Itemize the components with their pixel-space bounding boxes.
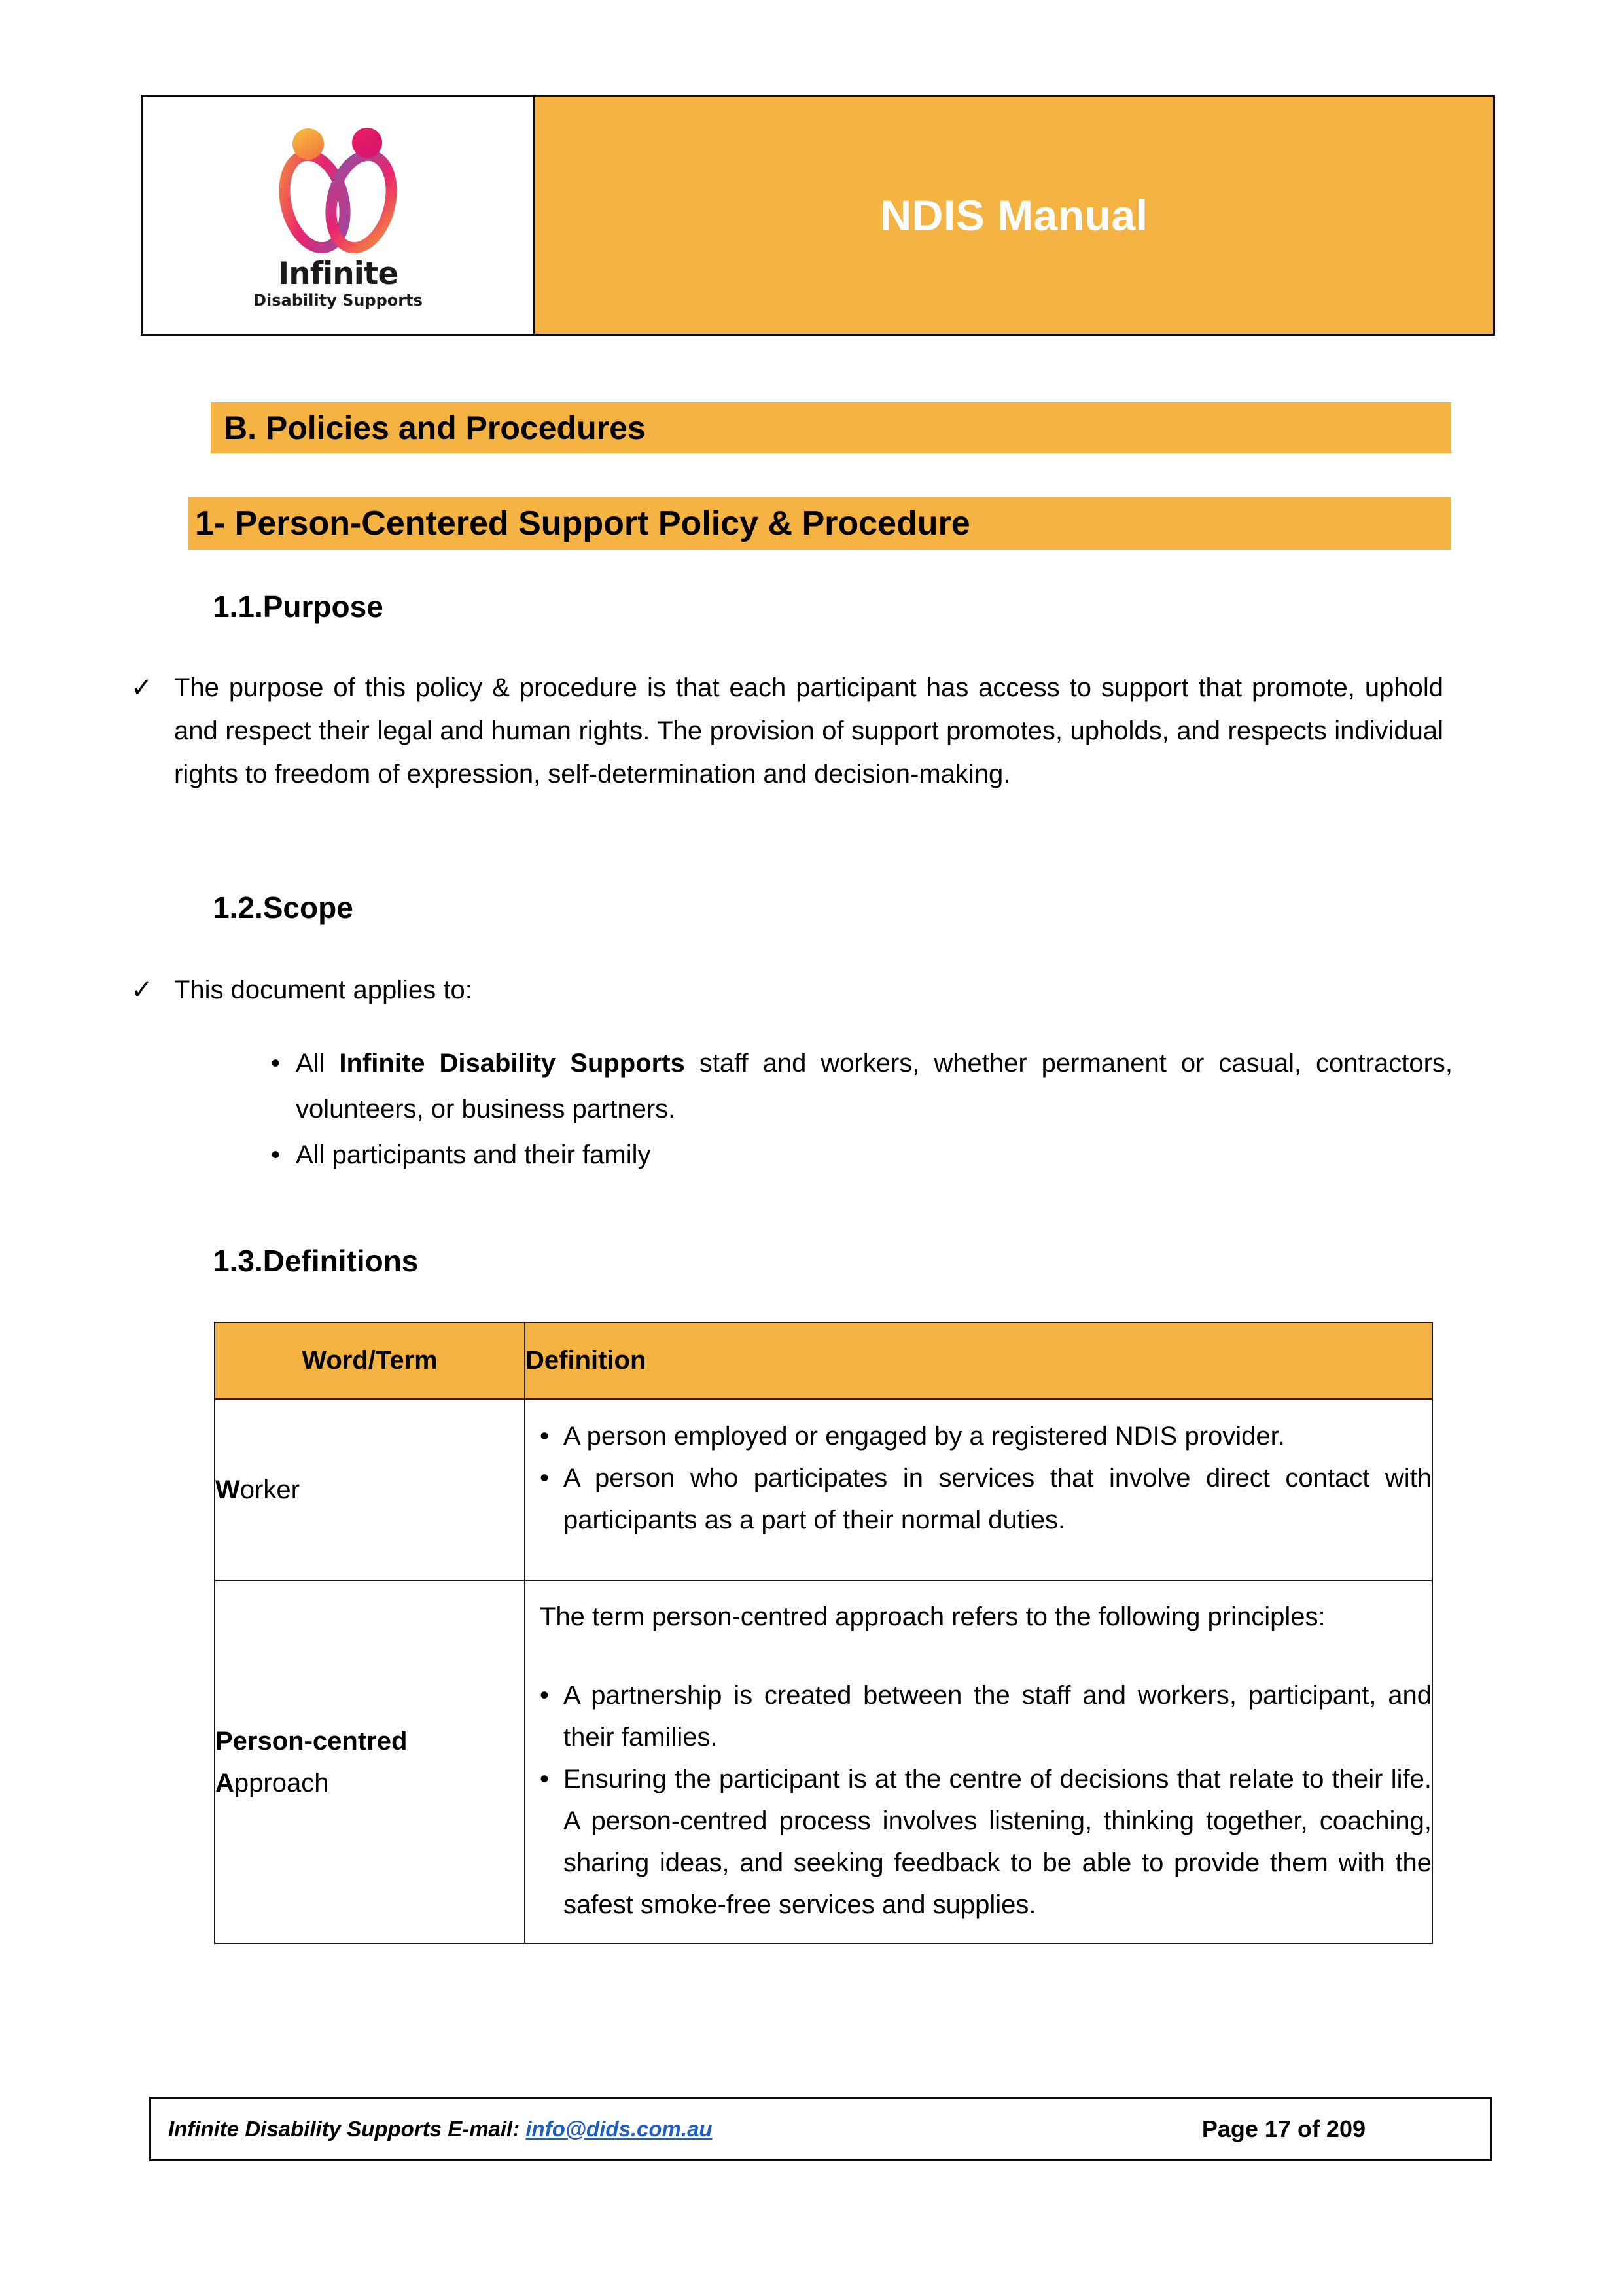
scope-item-text: All participants and their family xyxy=(296,1140,651,1169)
bullet-icon: • xyxy=(270,1049,280,1078)
subheading-purpose xyxy=(213,589,383,624)
definition-bullet-text: A partnership is created between the staff and workers, participant, and their families. xyxy=(563,1681,1432,1752)
table-body xyxy=(215,1399,1432,1943)
column-header-word-term: Word/Term xyxy=(215,1322,525,1399)
table-header xyxy=(215,1322,1432,1399)
document-footer xyxy=(149,2097,1492,2161)
document-title: NDIS Manual xyxy=(880,191,1148,239)
term-initial-bold: W xyxy=(215,1475,240,1504)
subheading-definitions-title: Definitions xyxy=(262,1244,419,1278)
company-logo xyxy=(253,117,423,313)
table-row xyxy=(215,1399,1432,1581)
list-item xyxy=(255,1040,1453,1132)
check-icon: ✓ xyxy=(131,673,153,702)
policy-heading-bar xyxy=(188,497,1451,550)
subheading-scope-number: 1.2. xyxy=(213,891,263,925)
list-item xyxy=(525,1674,1432,1758)
term-initial-bold: A xyxy=(215,1769,234,1797)
definition-cell-worker xyxy=(525,1399,1432,1581)
scope-intro xyxy=(131,968,1453,1012)
bullet-icon: • xyxy=(539,1422,549,1451)
infinity-people-logo-icon xyxy=(268,123,408,257)
subheading-purpose-title: Purpose xyxy=(262,590,383,624)
subheading-purpose-number: 1.1. xyxy=(213,590,263,624)
footer-contact-label: Infinite Disability Supports E-mail: xyxy=(168,2117,520,2141)
logo-wordmark: Infinite xyxy=(277,255,398,292)
policy-heading-text: 1- Person-Centered Support Policy & Procedure xyxy=(195,504,970,542)
list-item xyxy=(525,1415,1432,1457)
term-line-1 xyxy=(215,1720,524,1762)
term-rest: pproach xyxy=(234,1769,329,1797)
list-item xyxy=(525,1758,1432,1926)
purpose-paragraph-text: The purpose of this policy & procedure is that each participant has access to support that promote, uphold and respect their legal and human rights. The provision of support promotes, upholds, and respects individual rights to freedom of expression, self-determination and decision-making. xyxy=(174,673,1443,788)
part-heading-bar xyxy=(211,402,1451,453)
table-row xyxy=(215,1581,1432,1943)
list-item xyxy=(255,1132,1453,1178)
scope-intro-text: This document applies to: xyxy=(174,976,472,1004)
footer-email-link[interactable]: info@dids.com.au xyxy=(525,2117,713,2141)
subheading-scope xyxy=(213,890,353,925)
scope-item-prefix: All xyxy=(296,1049,340,1078)
subheading-scope-title: Scope xyxy=(262,891,353,925)
column-header-definition: Definition xyxy=(525,1322,1432,1399)
document-header xyxy=(141,95,1495,336)
purpose-paragraph xyxy=(131,666,1453,796)
definition-lead-text: The term person-centred approach refers to the following principles: xyxy=(540,1602,1326,1631)
table-header-row xyxy=(215,1322,1432,1399)
footer-contact xyxy=(151,2117,713,2142)
term-cell-person-centred-approach xyxy=(215,1581,525,1943)
term-rest: orker xyxy=(239,1475,300,1504)
term-line-2 xyxy=(215,1762,524,1804)
check-icon: ✓ xyxy=(131,976,153,1004)
scope-bullet-list xyxy=(255,1040,1453,1178)
page-number: Page 17 of 209 xyxy=(1201,2115,1366,2142)
term-cell-worker xyxy=(215,1399,525,1581)
definitions-table xyxy=(214,1322,1433,1944)
definition-bullet-text: A person employed or engaged by a registered NDIS provider. xyxy=(563,1422,1285,1451)
definition-bullet-text: A person who participates in services that involve direct contact with participants as a part of their normal duties. xyxy=(563,1464,1432,1534)
bullet-icon: • xyxy=(270,1140,280,1169)
logo-tagline: Disability Supports xyxy=(253,291,423,309)
definition-cell-person-centred-approach xyxy=(525,1581,1432,1943)
subheading-definitions xyxy=(213,1243,418,1279)
header-logo-cell xyxy=(143,97,535,334)
subheading-definitions-number: 1.3. xyxy=(213,1244,263,1278)
part-heading-text: B. Policies and Procedures xyxy=(224,410,646,446)
bullet-icon: • xyxy=(539,1765,549,1793)
definition-bullet-text: Ensuring the participant is at the centre of decisions that relate to their life. A person-centred process involves listening, thinking together, coaching, sharing ideas, and seeking feedback to be able to provide them with the safest smoke-free services and supplies. xyxy=(563,1765,1432,1919)
bullet-icon: • xyxy=(539,1681,549,1710)
scope-item-bold: Infinite Disability Supports xyxy=(339,1049,685,1078)
header-title-banner xyxy=(535,97,1493,334)
scope-item-text xyxy=(296,1040,1453,1132)
scope-item-suffix: staff and workers, whether permanent or casual, contractors, volunteers, or business partners. xyxy=(296,1049,1453,1123)
term-bold: Person-centred xyxy=(215,1727,408,1756)
bullet-icon: • xyxy=(539,1464,549,1492)
list-item xyxy=(525,1457,1432,1541)
